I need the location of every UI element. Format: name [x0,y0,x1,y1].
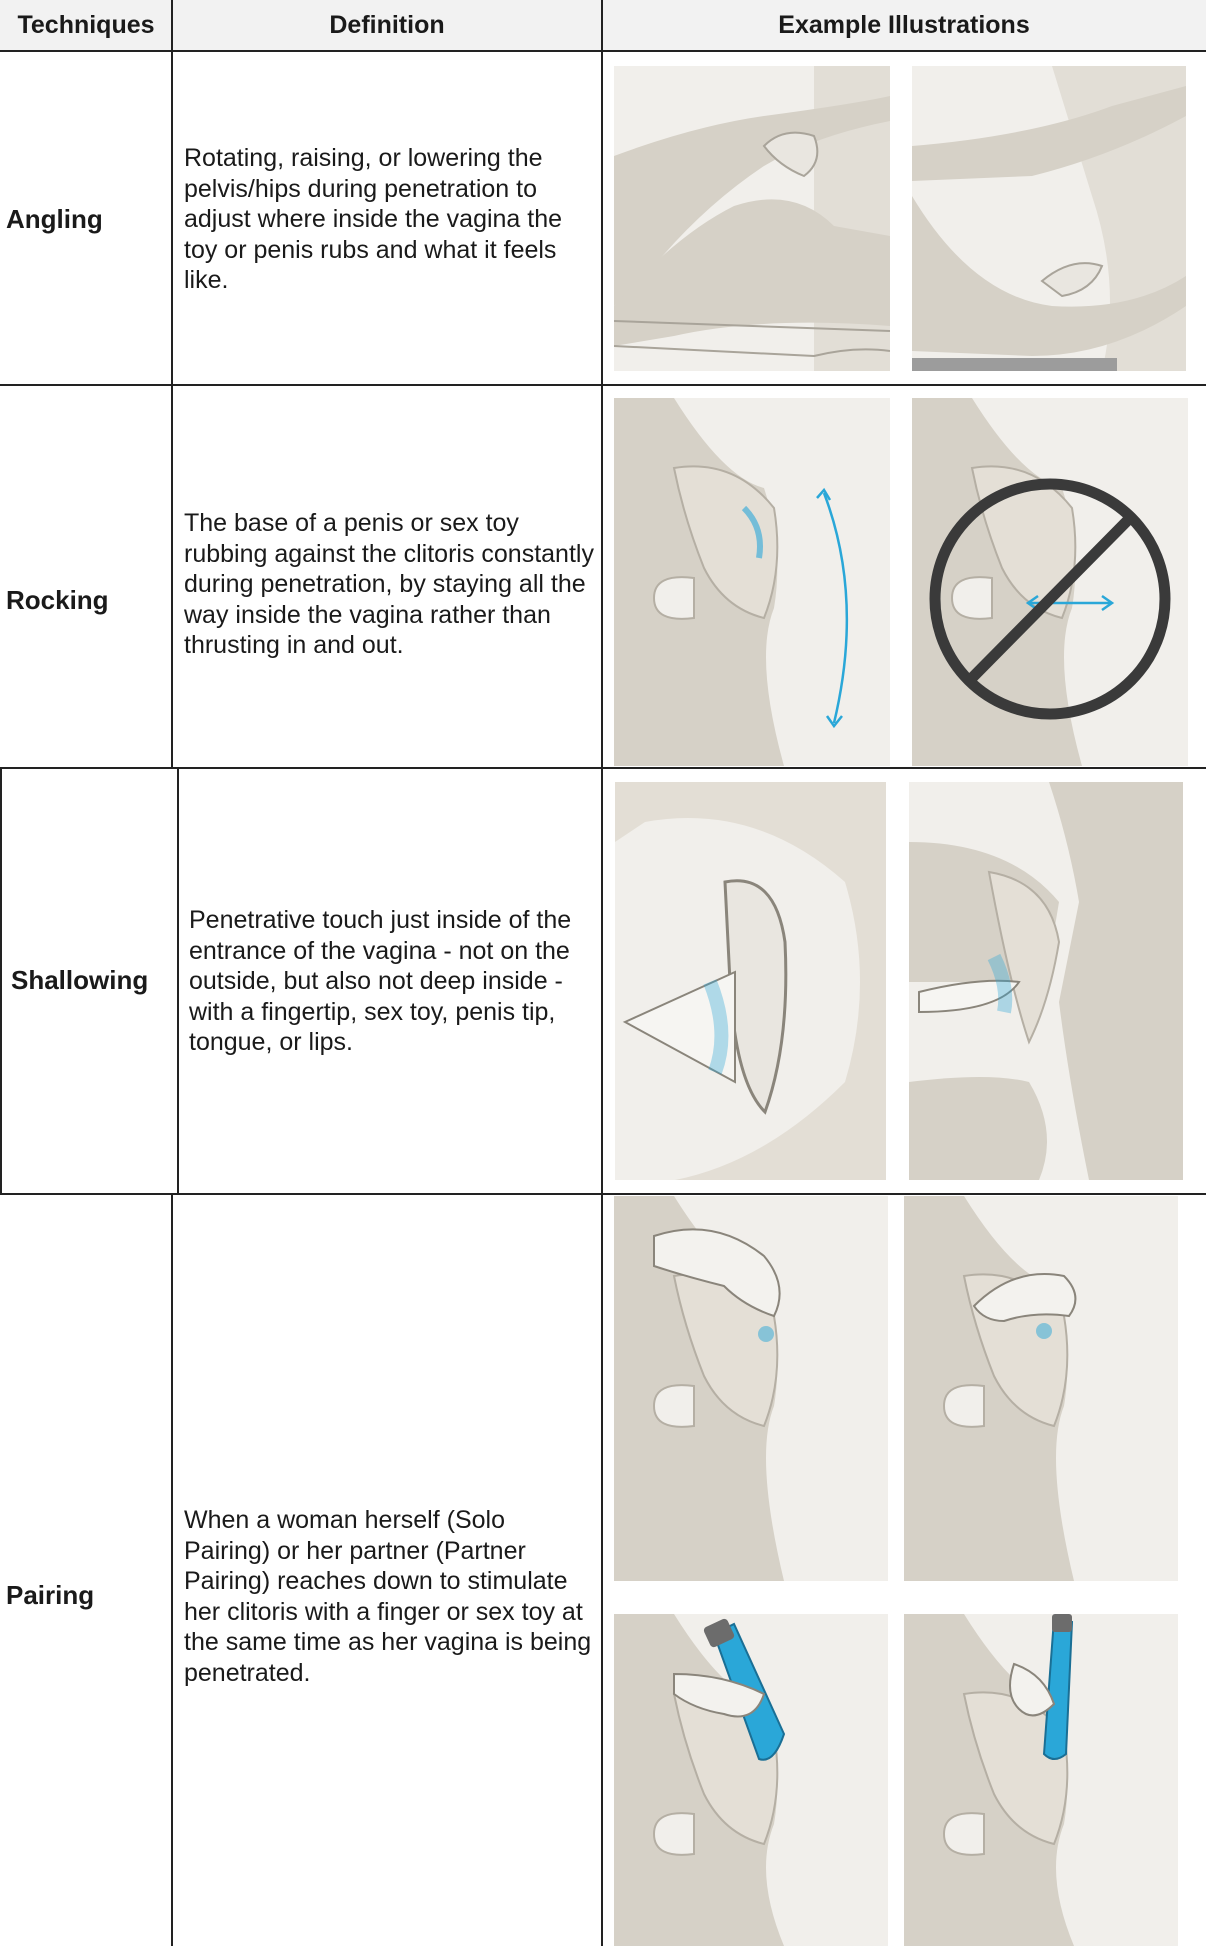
technique-pairing: Pairing [6,1580,95,1610]
row-divider [0,1193,1206,1195]
definition-pairing: When a woman herself (Solo Pairing) or her partner (Partner Pairing) reaches down to stimulate her clitoris with a finger or sex toy at the same time as her vagina is being penetrated. [184,1506,592,1687]
rocking-illustration-1 [614,398,890,766]
table-left-border [0,768,2,1194]
row-divider [0,384,1206,386]
header-definition: Definition [172,0,602,52]
definition-rocking: The base of a penis or sex toy rubbing against the clitoris constantly during penetration, by staying all the way inside the vagina rather than thrusting in and out. [184,509,594,659]
technique-rocking: Rocking [6,585,109,615]
technique-shallowing: Shallowing [11,965,149,995]
shallowing-illustration-1 [615,782,886,1180]
pairing-illustration-1 [614,1196,888,1581]
angling-illustration-2 [912,66,1186,371]
column-divider [177,768,179,1194]
header-examples: Example Illustrations [602,0,1206,52]
shallowing-illustration-2 [909,782,1183,1180]
technique-angling: Angling [6,204,103,234]
pairing-illustration-3 [614,1614,888,1946]
definition-angling: Rotating, raising, or lowering the pelvis/hips during penetration to adjust where inside the vagina the toy or penis rubs and what it feels like. [184,144,563,294]
column-divider [601,0,603,1946]
header-techniques: Techniques [0,0,172,52]
pairing-illustration-4 [904,1614,1178,1946]
rocking-illustration-2 [912,398,1188,766]
angling-illustration-1 [614,66,890,371]
pairing-illustration-2 [904,1196,1178,1581]
vibrator-toy-icon [1044,1619,1072,1759]
column-divider [171,1194,173,1946]
definition-shallowing: Penetrative touch just inside of the entrance of the vagina - not on the outside, but also not deep inside - with a fingertip, sex toy, penis tip, tongue, or lips. [189,906,572,1056]
row-divider [0,767,1206,769]
